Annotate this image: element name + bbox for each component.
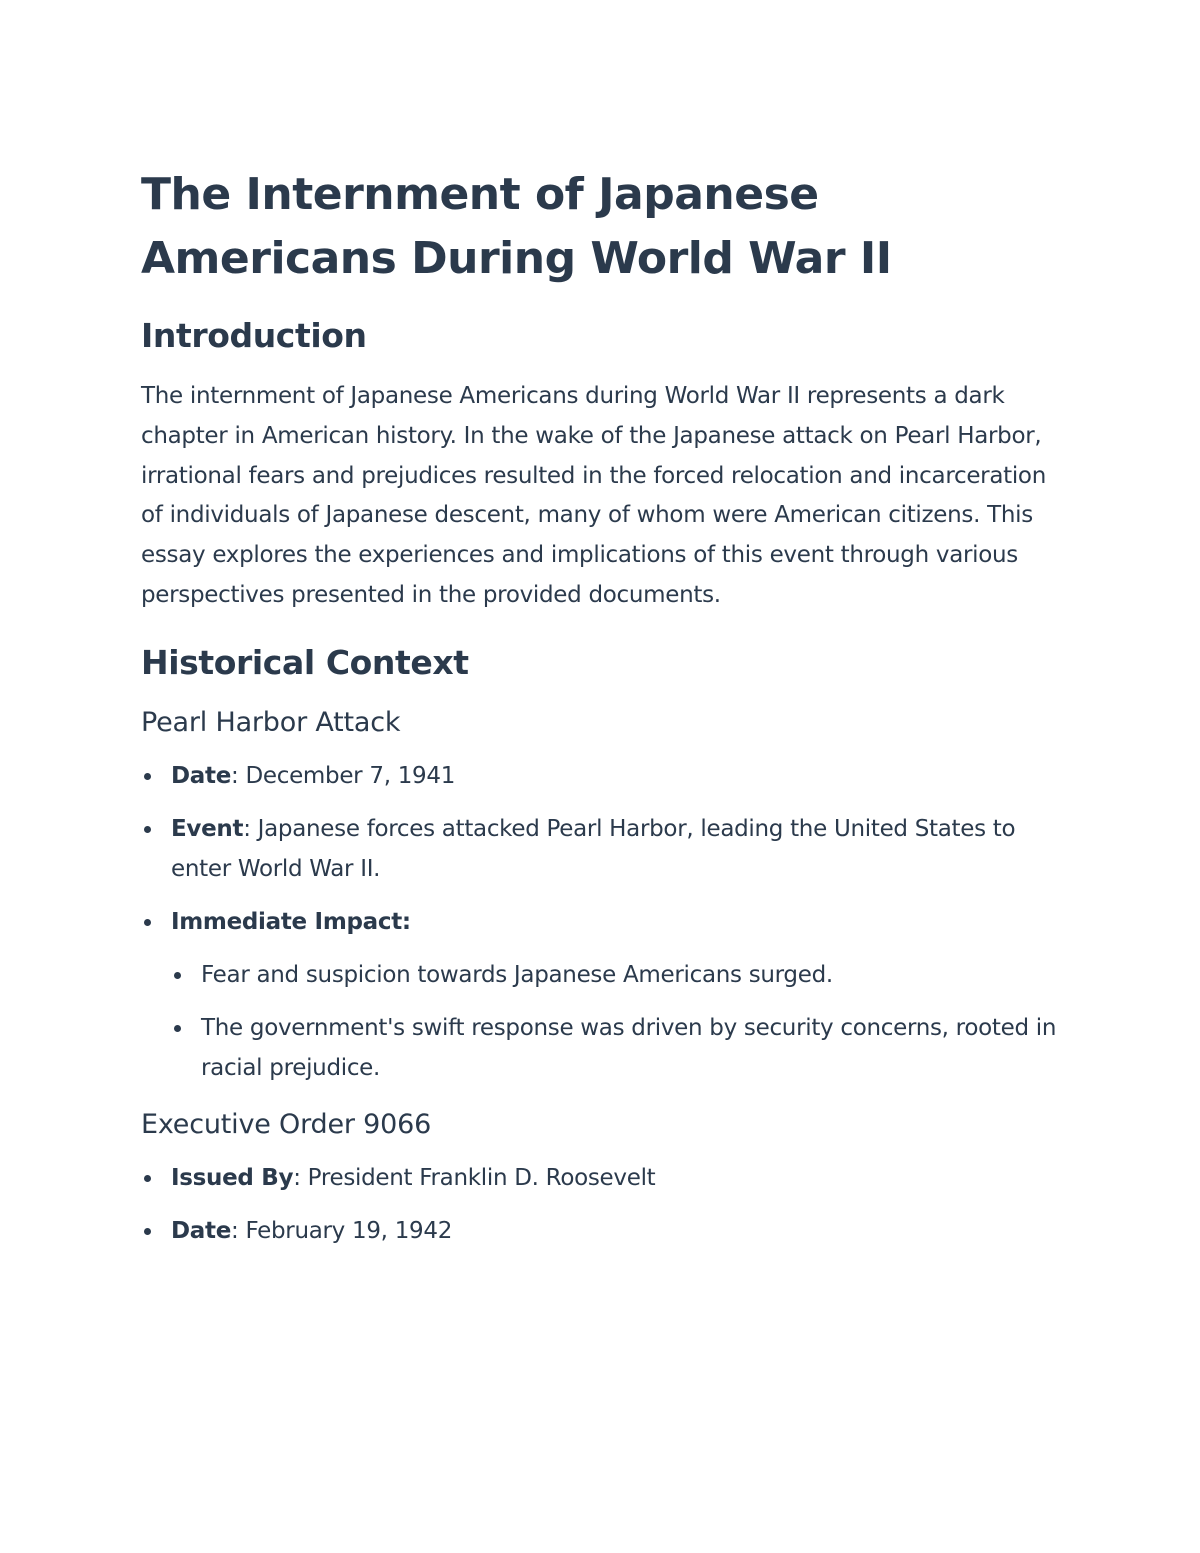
list-item <box>141 809 1061 889</box>
sublist-item-text: Fear and suspicion towards Japanese Americans surged. <box>201 961 833 988</box>
document-title: The Internment of Japanese Americans During World War II <box>141 169 892 284</box>
list-item-label: Date <box>171 1217 232 1244</box>
list-item <box>141 756 1061 796</box>
list-item <box>141 902 1061 1088</box>
list-item-text: : Japanese forces attacked Pearl Harbor, leading the United States to enter World War II. <box>171 815 1016 882</box>
introduction-paragraph: The internment of Japanese Americans during World War II represents a dark chapter in American history. In the wake of the Japanese attack on Pearl Harbor, irrational fears and prejudices resulted in the forced relocation and incarceration of individuals of Japanese descent, many of whom were American citizens. This essay explores the experiences and implications of this event through various perspectives presented in the provided documents. <box>141 383 1046 608</box>
bullet-icon <box>144 826 151 833</box>
sublist-item <box>171 1008 1061 1088</box>
list-item-label: Event <box>171 815 244 842</box>
executive-order-list <box>141 1158 1061 1251</box>
sublist-item-text: The government's swift response was driven by security concerns, rooted in racial prejudice. <box>201 1014 1057 1081</box>
pearl-harbor-list <box>141 756 1061 1088</box>
list-item-text: : <box>401 908 411 935</box>
list-item-label: Immediate Impact <box>171 908 402 935</box>
document-content <box>141 163 1061 1251</box>
impact-sublist <box>171 955 1061 1088</box>
list-item <box>141 1211 1061 1251</box>
list-item-label: Issued By <box>171 1164 294 1191</box>
sublist-item <box>171 955 1061 995</box>
bullet-icon <box>174 972 181 979</box>
subheading-executive-order: Executive Order 9066 <box>141 1108 432 1140</box>
list-item <box>141 1158 1061 1198</box>
bullet-icon <box>144 919 151 926</box>
list-item-text: : December 7, 1941 <box>231 762 456 789</box>
section-heading-historical-context: Historical Context <box>141 642 469 682</box>
section-heading-introduction: Introduction <box>141 316 367 355</box>
bullet-icon <box>144 773 151 780</box>
bullet-icon <box>144 1228 151 1235</box>
bullet-icon <box>174 1025 181 1032</box>
list-item-text: : February 19, 1942 <box>231 1217 453 1244</box>
list-item-label: Date <box>171 762 232 789</box>
bullet-icon <box>144 1175 151 1182</box>
list-item-text: : President Franklin D. Roosevelt <box>293 1164 656 1191</box>
subheading-pearl-harbor: Pearl Harbor Attack <box>141 706 401 738</box>
